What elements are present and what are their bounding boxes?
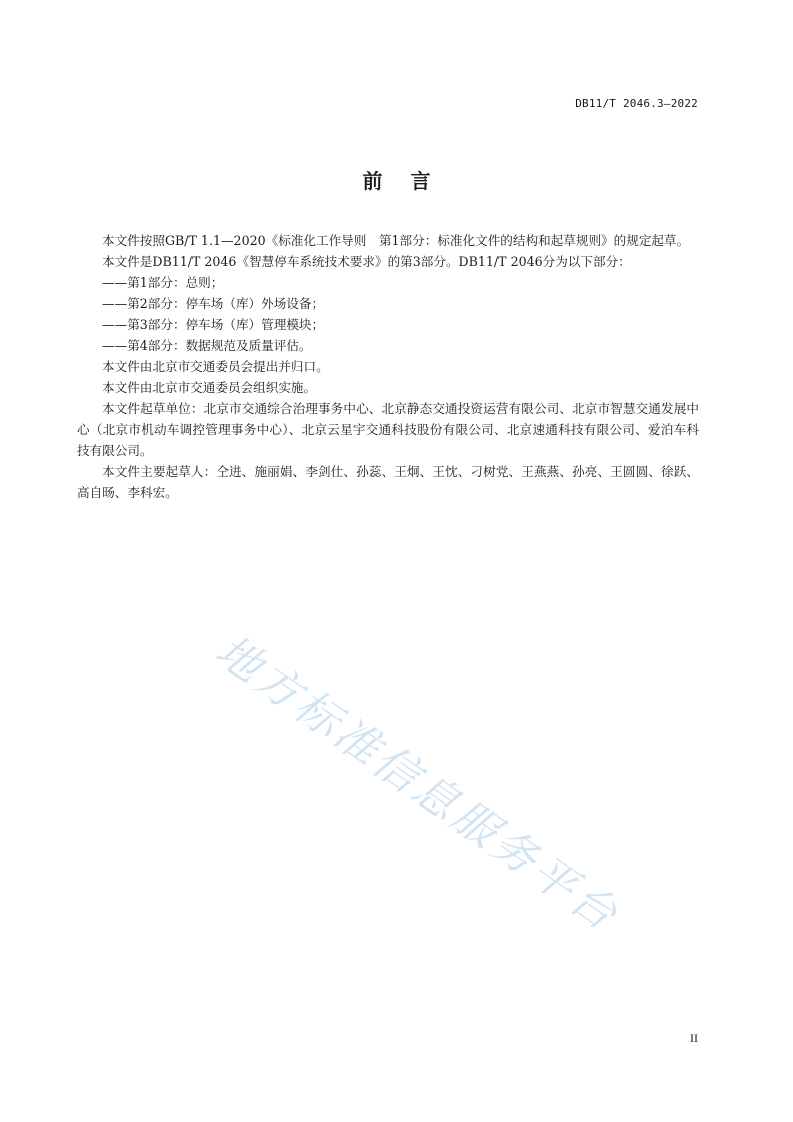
paragraph-series-intro: 本文件是DB11/T 2046《智慧停车系统技术要求》的第3部分。DB11/T 2046分为以下部分： xyxy=(102,254,631,269)
paragraph-drafters: 本文件主要起草人：仝进、施丽娟、李剑仕、孙蕊、王炯、王忱、刁树党、王燕燕、孙亮、王圆圆、徐跃、高自旸、李科宏。 xyxy=(77,464,699,500)
list-item-part-2: ——第2部分：停车场（库）外场设备； xyxy=(102,296,325,311)
paragraph-proposer: 本文件由北京市交通委员会提出并归口。 xyxy=(102,359,329,374)
page-title: 前言 xyxy=(362,169,459,193)
list-item-part-1: ——第1部分：总则； xyxy=(102,275,224,290)
paragraph-drafting-units: 本文件起草单位：北京市交通综合治理事务中心、北京静态交通投资运营有限公司、北京市智慧交通发展中心（北京市机动车调控管理事务中心）、北京云星宇交通科技股份有限公司、北京速通科技有限公司、爱泊车科技有限公司。 xyxy=(77,401,699,458)
watermark: 地方标准信息服务平台 xyxy=(206,625,629,943)
foreword-body xyxy=(77,230,699,503)
paragraph-implementer: 本文件由北京市交通委员会组织实施。 xyxy=(102,380,317,395)
paragraph-drafting-basis: 本文件按照GB/T 1.1—2020《标准化工作导则 第1部分：标准化文件的结构和起草规则》的规定起草。 xyxy=(102,233,690,248)
document-code: DB11/T 2046.3—2022 xyxy=(575,97,698,110)
list-item-part-3: ——第3部分：停车场（库）管理模块； xyxy=(102,317,325,332)
page-number: II xyxy=(690,1031,698,1045)
list-item-part-4: ——第4部分：数据规范及质量评估。 xyxy=(102,338,312,353)
